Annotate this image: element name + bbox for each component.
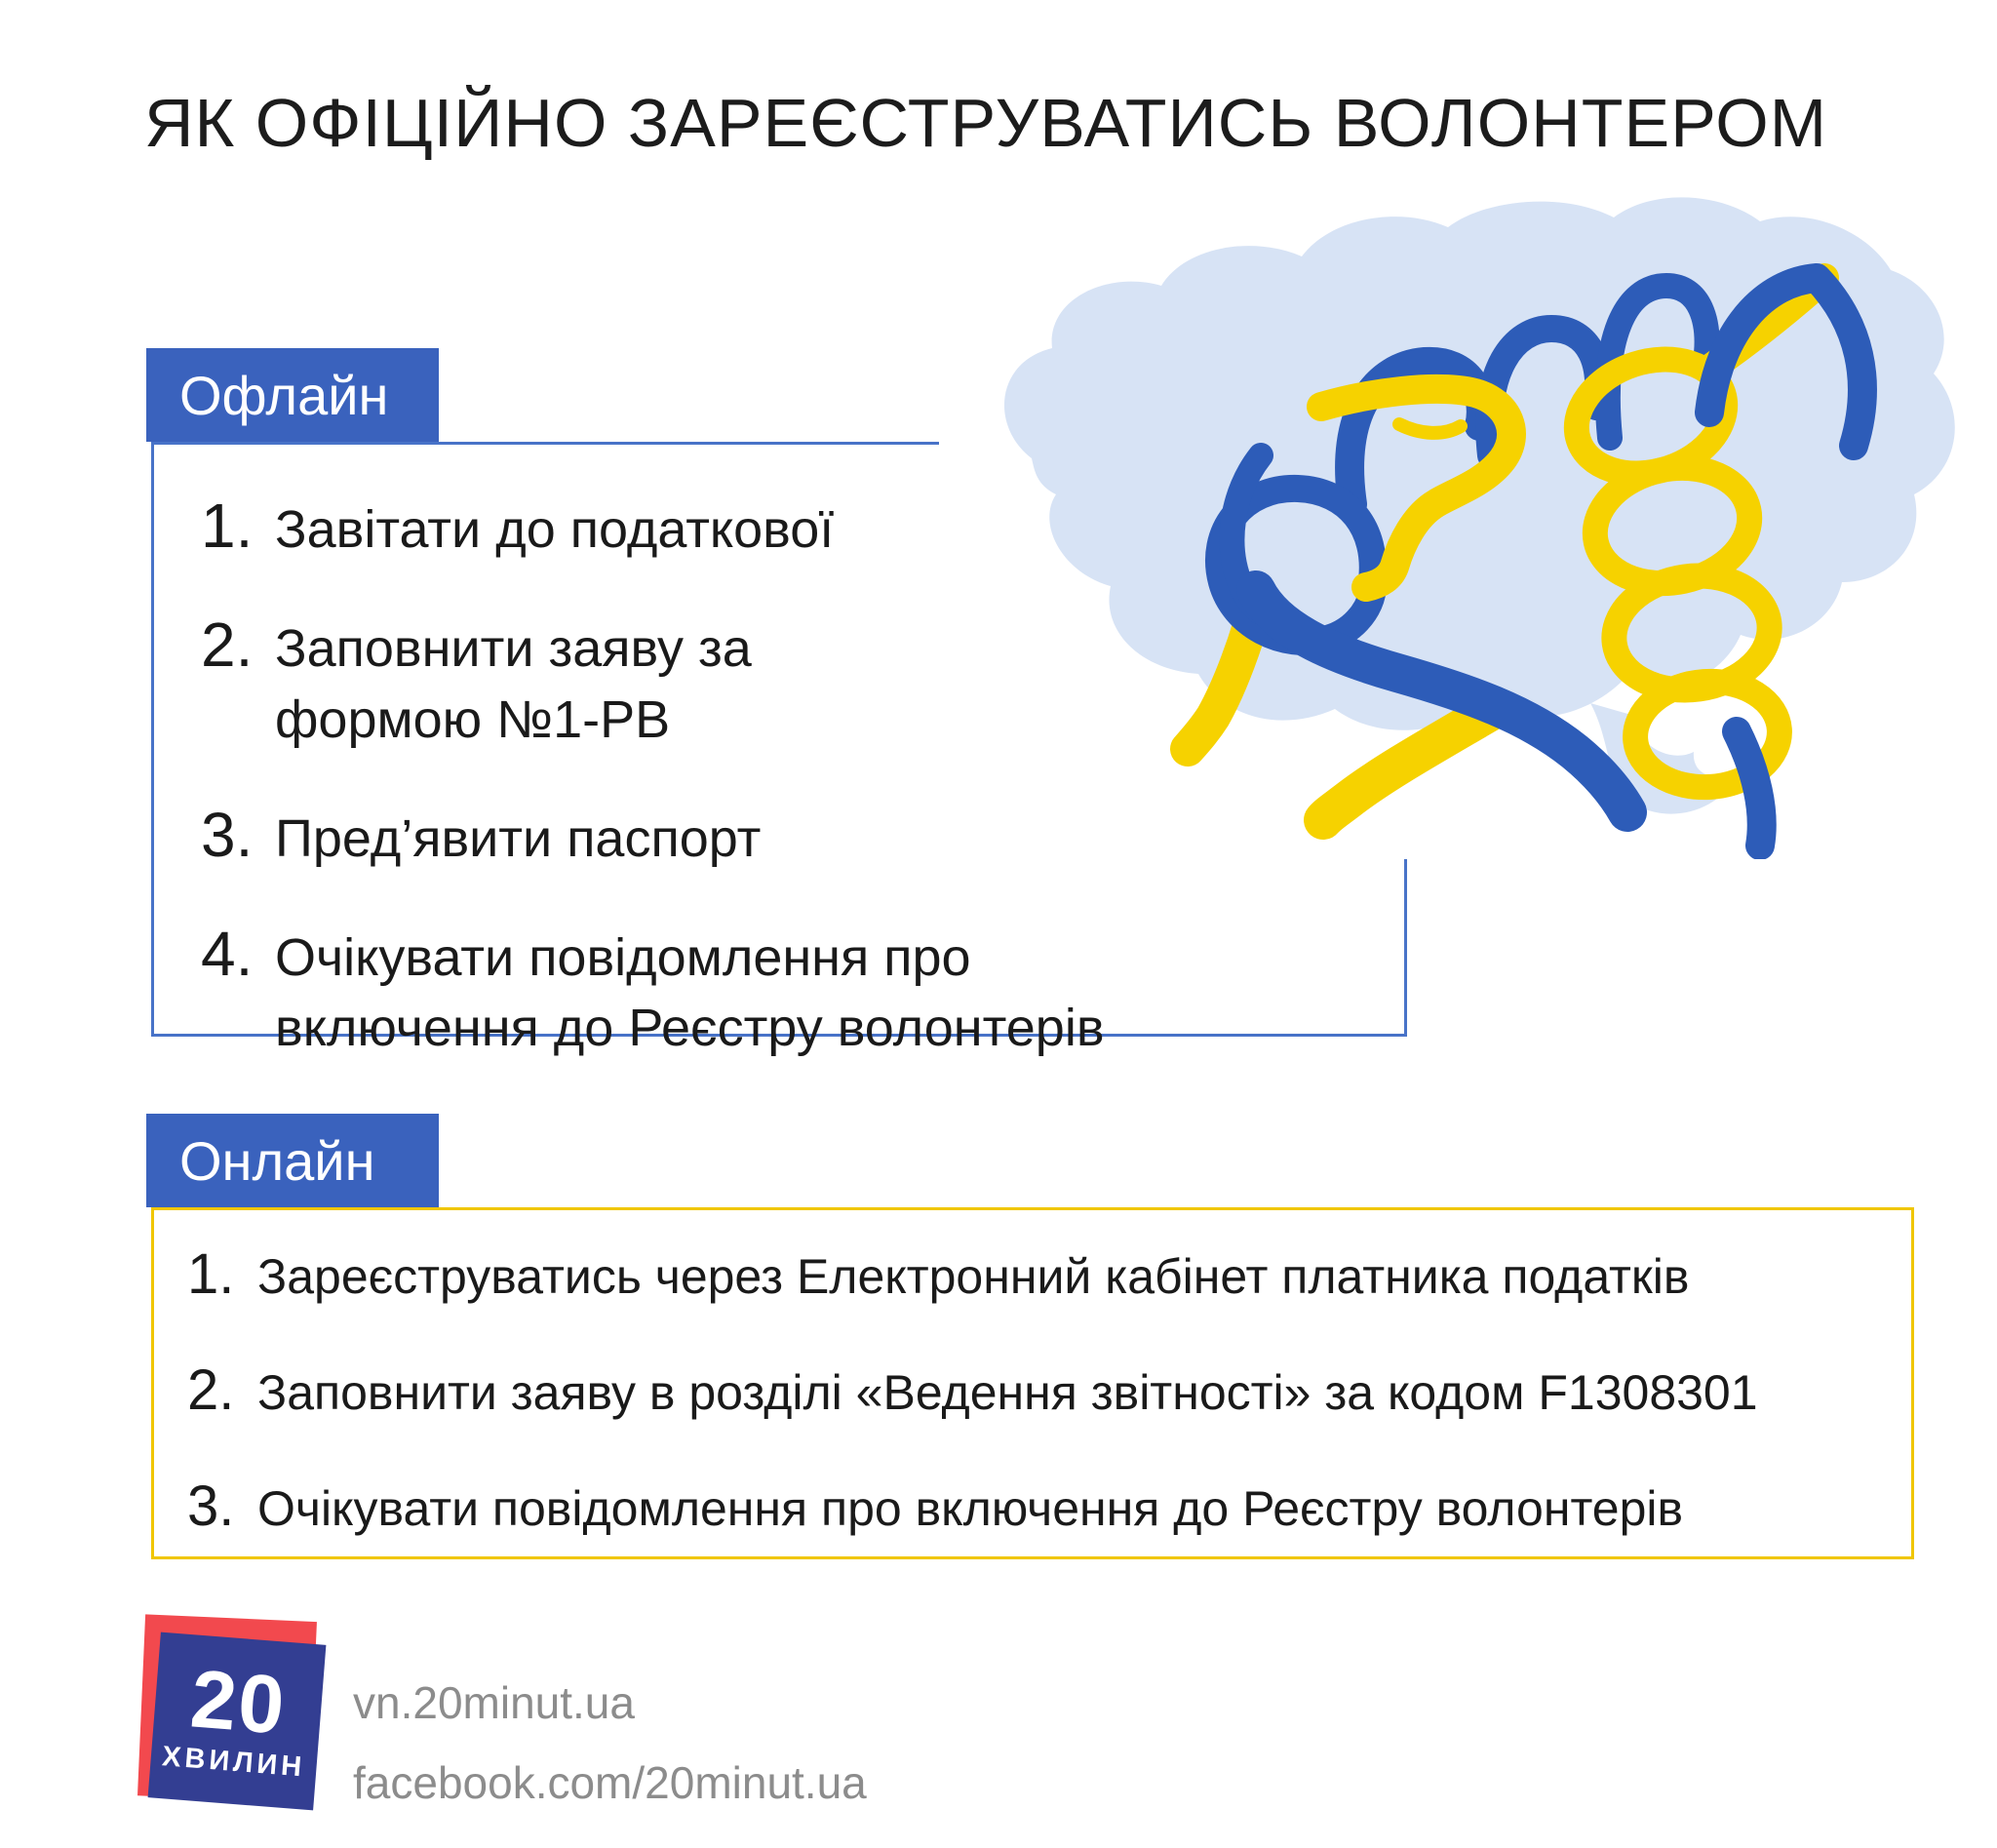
handshake-ukraine-illustration [939,161,1994,859]
logo-tilted-wrap [148,1632,327,1811]
step-number: 3. [187,1474,235,1538]
online-step-3 [187,1474,1882,1541]
step-text-line: Зареєструватись через Електронний кабінет платника податків [257,1249,1690,1304]
facebook-url-text: facebook.com/20minut.ua [353,1756,867,1808]
step-text-line: включення до Реєстру волонтерів [275,999,1105,1058]
brand-logo-20-minut [148,1632,343,1828]
logo-word: ХВИЛИН [161,1741,307,1784]
step-text [257,1477,1683,1541]
online-step-1 [187,1241,1882,1309]
step-number: 4. [201,918,254,989]
step-text-line: формою №1-РВ [275,689,671,749]
step-text [257,1361,1758,1425]
step-number: 1. [187,1242,235,1306]
online-steps-list [187,1241,1882,1541]
online-steps-box [151,1207,1914,1559]
step-number: 1. [201,491,254,561]
online-step-2 [187,1357,1882,1425]
offline-step-4 [201,918,1375,1065]
step-number: 3. [201,799,254,870]
step-text [275,494,834,566]
step-text-line: Заповнити заяву за [275,618,752,678]
offline-badge [146,348,439,442]
handshake-ukraine-svg [939,161,1994,859]
step-number: 2. [187,1358,235,1422]
online-badge-label: Онлайн [179,1129,375,1192]
step-number: 2. [201,609,254,680]
site-url-text: vn.20minut.ua [353,1677,635,1728]
offline-badge-label: Офлайн [179,364,389,426]
online-badge [146,1114,439,1207]
step-text-line: Очікувати повідомлення про включення до Реєстру волонтерів [257,1481,1684,1536]
step-text [275,923,1105,1065]
step-text [257,1245,1689,1309]
page-title: ЯК ОФІЦІЙНО ЗАРЕЄСТРУВАТИСЬ ВОЛОНТЕРОМ [144,85,1828,161]
step-text-line: Очікувати повідомлення про [275,927,971,987]
step-text-line: Пред’явити паспорт [275,808,762,868]
step-text-line: Завітати до податкової [275,500,835,559]
step-text-line: Заповнити заяву в розділі «Ведення звітності» за кодом F1308301 [257,1365,1758,1420]
logo-blue-square [148,1632,327,1811]
logo-number: 20 [187,1651,290,1751]
step-text [275,613,752,756]
footer-urls [353,1664,867,1824]
step-text [275,804,761,875]
